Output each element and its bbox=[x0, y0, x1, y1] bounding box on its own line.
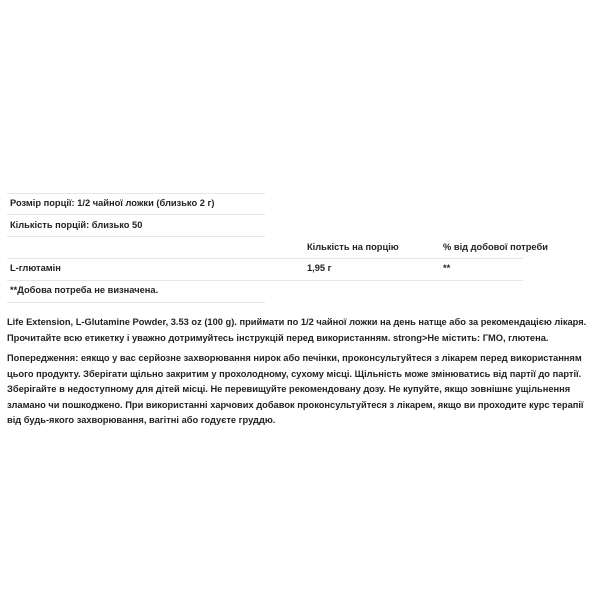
divider bbox=[7, 193, 265, 194]
warning-paragraph: Попередження: еякщо у вас серйозне захворювання нирок або печінки, проконсультуйтеся з лікарем перед використанням цього продукту. Зберігати щільно закритим у прохолодному, сухому місці. Щільність може змінюватись від партії до партії. Зберігайте в недоступному для дітей місці. Не перевищуйте рекомендовану дозу. Не купуйте, якщо зовнішнє ущільнення зламано чи пошкоджено. При використанні харчових добавок проконсультуйтеся з лікарем, якщо ви проходите курс терапії від будь-якого захворювання, вагітні або годуєте груддю. bbox=[7, 353, 584, 425]
servings-count: Кількість порцій: близько 50 bbox=[10, 220, 143, 230]
divider bbox=[7, 280, 523, 281]
footnote: **Добова потреба не визначена. bbox=[10, 285, 159, 295]
serving-size: Розмір порції: 1/2 чайної ложки (близько 2 г) bbox=[10, 198, 215, 208]
divider bbox=[7, 258, 523, 259]
header-daily-value: % від добової потреби bbox=[443, 242, 548, 252]
ingredient-amount: 1,95 г bbox=[307, 263, 332, 273]
description-paragraph: Life Extension, L-Glutamine Powder, 3.53 oz (100 g). приймати по 1/2 чайної ложки на день натще або за рекомендацією лікаря. Прочитайте всю етикетку і уважно дотримуйтесь інструкцій перед використанням. strong>Не містить: ГМО, глютена. bbox=[7, 317, 587, 343]
divider bbox=[7, 236, 265, 237]
ingredient-dv: ** bbox=[443, 263, 451, 273]
divider bbox=[7, 302, 265, 303]
header-amount: Кількість на порцію bbox=[307, 242, 399, 252]
ingredient-name: L-глютамін bbox=[10, 263, 61, 273]
divider bbox=[7, 214, 265, 215]
